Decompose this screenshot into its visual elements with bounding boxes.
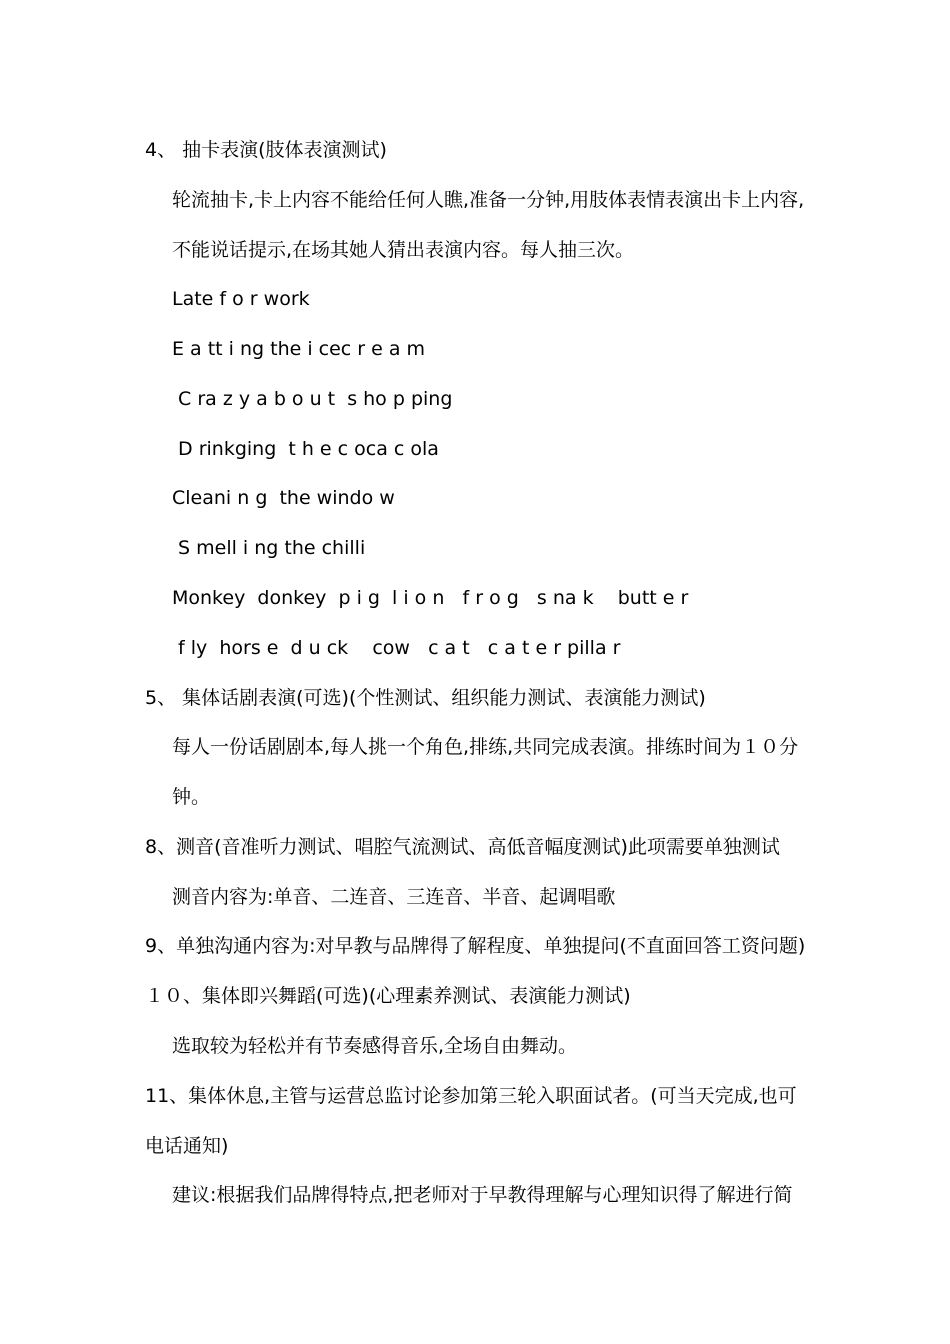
animal-list: Monkey donkey p i g l i o n f r o g s na k butt e r: [172, 587, 689, 609]
heading-item-5: 5、 集体话剧表演(可选)(个性测试、组织能力测试、表演能力测试): [145, 687, 706, 709]
heading-item-11: 11、集体休息,主管与运营总监讨论参加第三轮入职面试者。(可当天完成,也可: [145, 1085, 797, 1107]
animal-list: f ly hors e d u ck cow c a t c a t e r pilla r: [172, 637, 621, 659]
card-phrase: E a tt i ng the i cec r e a m: [172, 338, 426, 360]
paragraph-line: 轮流抽卡,卡上内容不能给任何人瞧,准备一分钟,用肢体表情表演出卡上内容,: [172, 189, 805, 211]
paragraph-line: 测音内容为:单音、二连音、三连音、半音、起调唱歌: [172, 886, 616, 908]
paragraph-line: 不能说话提示,在场其她人猜出表演内容。每人抽三次。: [172, 239, 635, 261]
card-phrase: S mell i ng the chilli: [172, 537, 366, 559]
paragraph-line: 建议:根据我们品牌得特点,把老师对于早教得理解与心理知识得了解进行简: [172, 1184, 793, 1206]
card-phrase: D rinkging t h e c oca c ola: [172, 438, 439, 460]
card-phrase: Cleani n g the windo w: [172, 487, 395, 509]
paragraph-line: 每人一份话剧剧本,每人挑一个角色,排练,共同完成表演。排练时间为１０分: [172, 736, 799, 758]
heading-item-4: 4、 抽卡表演(肢体表演测试): [145, 139, 387, 161]
card-phrase: Late f o r work: [172, 288, 310, 310]
paragraph-line: 电话通知): [145, 1135, 229, 1157]
heading-item-9: 9、单独沟通内容为:对早教与品牌得了解程度、单独提问(不直面回答工资问题): [145, 935, 806, 957]
heading-item-8: 8、测音(音准听力测试、唱腔气流测试、高低音幅度测试)此项需要单独测试: [145, 836, 780, 858]
card-phrase: C ra z y a b o u t s ho p ping: [172, 388, 453, 410]
paragraph-line: 钟。: [172, 786, 211, 808]
paragraph-line: 选取较为轻松并有节奏感得音乐,全场自由舞动。: [172, 1035, 578, 1057]
heading-item-10: １０、集体即兴舞蹈(可选)(心理素养测试、表演能力测试): [145, 985, 631, 1007]
